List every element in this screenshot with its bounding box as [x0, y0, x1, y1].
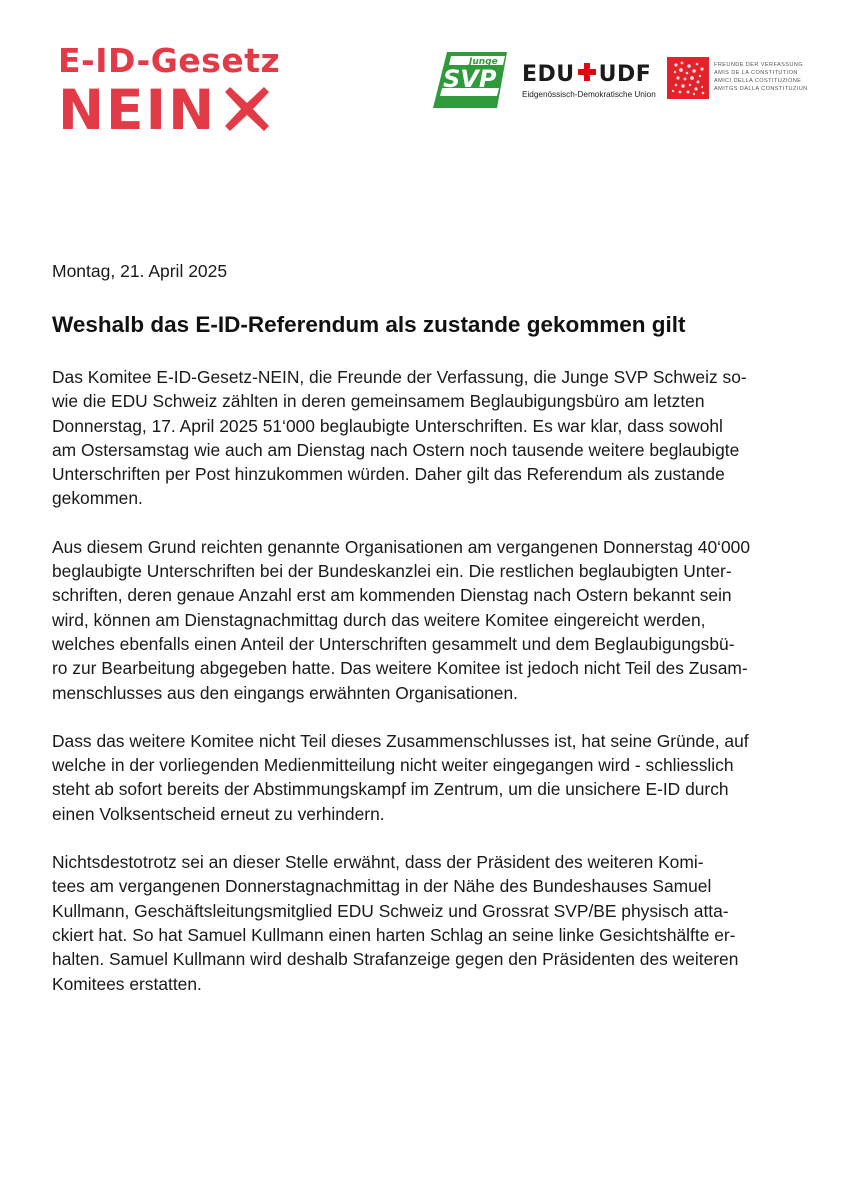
paragraph-1: [52, 365, 802, 511]
text-line: wird, können am Dienstagnachmittag durch das weitere Komitee eingereicht werden,: [52, 609, 706, 630]
text-line: Kullmann, Geschäftsleitungsmitglied EDU Schweiz und Grossrat SVP/BE physisch atta-: [52, 900, 729, 921]
text-line: ro zur Bearbeitung abgegeben hatte. Das weitere Komitee ist jedoch nicht Teil des Zusam-: [52, 658, 748, 679]
svp-big-text: SVP: [443, 65, 497, 93]
text-line: welche in der vorliegenden Medienmitteilung nicht weiter eingegangen wird - schliesslich: [52, 755, 734, 776]
fdv-line-de: FREUNDE DER VERFASSUNG: [714, 62, 803, 68]
campaign-logo-row: [58, 78, 280, 142]
text-line: Donnerstag, 17. April 2025 51‘000 beglaubigte Unterschriften. Es war klar, dass sowohl: [52, 415, 723, 436]
text-line: halten. Samuel Kullmann wird deshalb Strafanzeige gegen den Präsidenten des weiteren: [52, 949, 739, 970]
swiss-cross-icon: [577, 62, 597, 87]
paragraph-4: [52, 850, 802, 996]
edu-udf-wordmark: [522, 62, 652, 87]
text-line: menschlusses aus den eingangs erwähnten Organisationen.: [52, 682, 518, 703]
campaign-logo-title: E-ID-Gesetz: [58, 41, 281, 80]
edu-subtitle: Eidgenössisch-Demokratische Union: [522, 90, 656, 99]
text-line: Aus diesem Grund reichten genannte Organisationen am vergangenen Donnerstag 40‘000: [52, 536, 751, 557]
text-line: Komitees erstatten.: [52, 973, 202, 994]
text-line: steht ab sofort bereits der Abstimmungskampf im Zentrum, um die unsichere E-ID durch: [52, 779, 729, 800]
text-line: gekommen.: [52, 488, 143, 509]
text-line: einen Volksentscheid erneut zu verhindern.: [52, 803, 385, 824]
text-line: schriften, deren genaue Anzahl erst am kommenden Dienstag nach Ostern bekannt sein: [52, 585, 732, 606]
junge-svp-logo: [433, 52, 507, 108]
udf-text: UDF: [598, 61, 652, 87]
edu-udf-logo: [522, 61, 656, 99]
edu-text: EDU: [522, 61, 575, 87]
text-line: Nichtsdestotrotz sei an dieser Stelle erwähnt, dass der Präsident des weiteren Komi-: [52, 852, 704, 873]
fdv-text-block: [714, 61, 808, 93]
document-title: Weshalb das E-ID-Referendum als zustande gekommen gilt: [52, 312, 686, 337]
fdv-line-rm: AMITGS DALLA CONSTITUZIUN: [714, 86, 808, 92]
paragraph-3: [52, 729, 802, 826]
text-line: Dass das weitere Komitee nicht Teil dieses Zusammenschlusses ist, hat seine Gründe, auf: [52, 730, 749, 751]
campaign-logo: [58, 41, 281, 142]
text-line: welches ebenfalls einen Anteil der Unterschriften gesammelt und dem Beglaubigungsbü-: [52, 633, 735, 654]
text-line: ckiert hat. So hat Samuel Kullmann einen harten Schlag an seine linke Gesichtshälfte er-: [52, 924, 736, 945]
fdv-line-fr: AMIS DE LA CONSTITUTION: [714, 70, 798, 76]
paragraph-2: [52, 535, 802, 705]
svp-small-text: Junge: [469, 57, 498, 67]
fdv-emblem-icon: [667, 57, 709, 99]
document-date: Montag, 21. April 2025: [52, 261, 228, 281]
red-x-icon: [222, 84, 272, 137]
text-line: Das Komitee E-ID-Gesetz-NEIN, die Freunde der Verfassung, die Junge SVP Schweiz so-: [52, 367, 747, 387]
campaign-logo-nein: NEIN: [58, 78, 217, 142]
freunde-der-verfassung-logo: [667, 57, 808, 99]
document-body: [52, 365, 802, 1020]
text-line: tees am vergangenen Donnerstagnachmittag in der Nähe des Bundeshauses Samuel: [52, 876, 712, 897]
text-line: wie die EDU Schweiz zählten in deren gemeinsamem Beglaubigungsbüro am letzten: [52, 391, 705, 412]
fdv-line-it: AMICI DELLA COSTITUZIONE: [714, 78, 802, 84]
text-line: Unterschriften per Post hinzukommen würden. Daher gilt das Referendum als zustande: [52, 464, 725, 485]
text-line: am Ostersamstag wie auch am Dienstag nach Ostern noch tausende weitere beglaubigte: [52, 439, 740, 460]
text-line: beglaubigte Unterschriften bei der Bundeskanzlei ein. Die restlichen beglaubigten Unter-: [52, 561, 732, 582]
